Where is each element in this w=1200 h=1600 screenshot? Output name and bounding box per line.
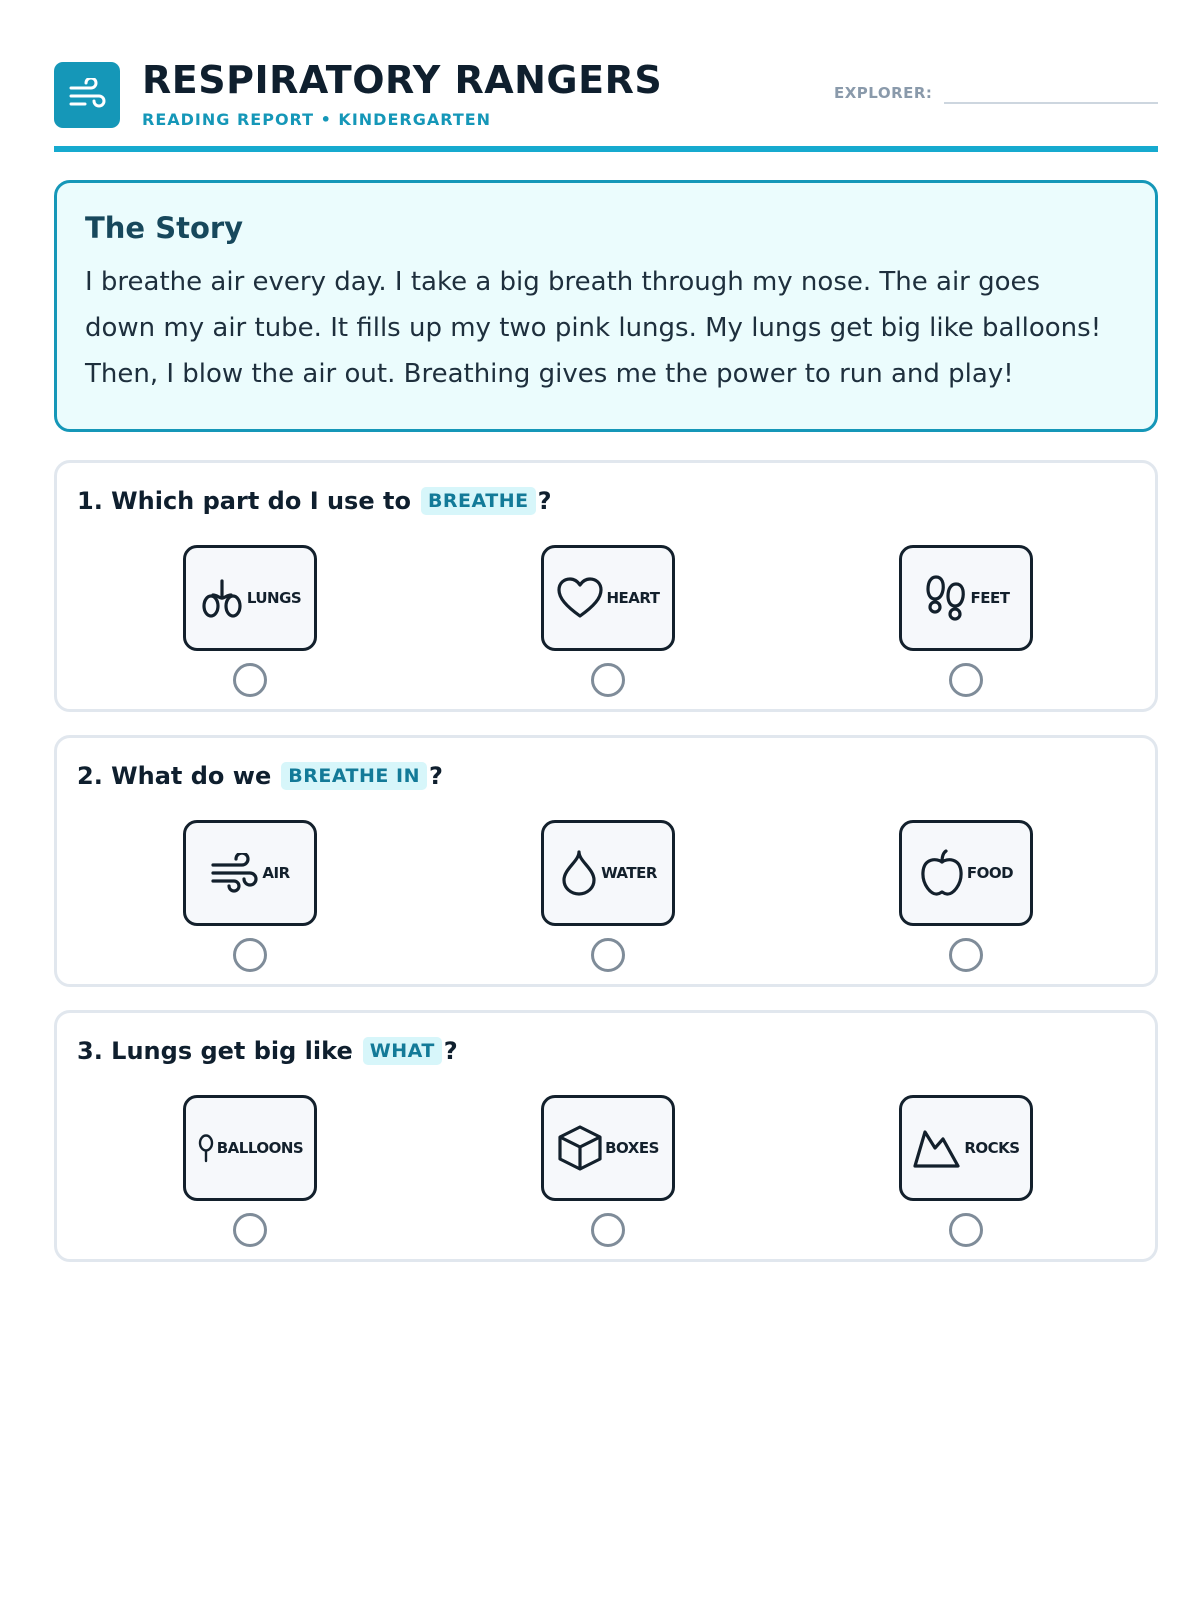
question-mark: ? bbox=[537, 487, 552, 515]
footprints-icon bbox=[923, 574, 969, 622]
option-label: LUNGS bbox=[246, 589, 302, 607]
balloon-icon bbox=[197, 1133, 215, 1163]
answer-radio[interactable] bbox=[233, 938, 267, 972]
question-text: 1. Which part do I use to bbox=[77, 487, 411, 515]
page-subtitle: READING REPORT • KINDERGARTEN bbox=[142, 110, 492, 129]
option-label: AIR bbox=[262, 864, 290, 882]
explorer-name-field[interactable] bbox=[944, 102, 1158, 104]
answer-radio[interactable] bbox=[233, 663, 267, 697]
box-icon bbox=[557, 1124, 603, 1172]
droplet-icon bbox=[559, 849, 599, 897]
answer-radio[interactable] bbox=[949, 1213, 983, 1247]
question-text: 2. What do we bbox=[77, 762, 272, 790]
option-label: FOOD bbox=[966, 864, 1014, 882]
option-rocks[interactable] bbox=[899, 1095, 1033, 1201]
option-label: HEART bbox=[606, 589, 660, 607]
answer-radio[interactable] bbox=[233, 1213, 267, 1247]
story-title: The Story bbox=[85, 211, 244, 245]
question-mark: ? bbox=[443, 1037, 458, 1065]
apple-icon bbox=[919, 848, 965, 898]
option-lungs[interactable] bbox=[183, 545, 317, 651]
question-prompt bbox=[77, 1037, 458, 1065]
lungs-icon bbox=[199, 578, 245, 618]
option-feet[interactable] bbox=[899, 545, 1033, 651]
header-divider bbox=[54, 146, 1158, 152]
answer-radio[interactable] bbox=[591, 663, 625, 697]
option-label: ROCKS bbox=[964, 1139, 1020, 1157]
option-heart[interactable] bbox=[541, 545, 675, 651]
question-prompt bbox=[77, 487, 552, 515]
keyword-badge: BREATHE bbox=[421, 487, 536, 515]
option-boxes[interactable] bbox=[541, 1095, 675, 1201]
option-food[interactable] bbox=[899, 820, 1033, 926]
story-text: I breathe air every day. I take a big breath through my nose. The air goes down my air tube. It fills up my two pink lungs. My lungs get big like balloons! Then, I blow the air out. Breathing gives me the power to run and play! bbox=[85, 267, 1102, 389]
answer-radio[interactable] bbox=[949, 663, 983, 697]
keyword-badge: BREATHE IN bbox=[281, 762, 427, 790]
wind-icon bbox=[210, 853, 260, 893]
answer-radio[interactable] bbox=[591, 938, 625, 972]
mountain-icon bbox=[912, 1127, 962, 1169]
option-water[interactable] bbox=[541, 820, 675, 926]
question-2 bbox=[54, 735, 1158, 987]
option-label: FEET bbox=[970, 589, 1010, 607]
story-box bbox=[54, 180, 1158, 432]
wind-icon bbox=[54, 62, 120, 128]
option-balloons[interactable] bbox=[183, 1095, 317, 1201]
answer-radio[interactable] bbox=[949, 938, 983, 972]
option-air[interactable] bbox=[183, 820, 317, 926]
option-label: BOXES bbox=[605, 1139, 659, 1157]
option-label: BALLOONS bbox=[216, 1139, 304, 1157]
explorer-label: EXPLORER: bbox=[834, 84, 933, 102]
question-3 bbox=[54, 1010, 1158, 1262]
option-label: WATER bbox=[601, 864, 657, 882]
question-prompt bbox=[77, 762, 443, 790]
keyword-badge: WHAT bbox=[363, 1037, 442, 1065]
question-text: 3. Lungs get big like bbox=[77, 1037, 353, 1065]
answer-radio[interactable] bbox=[591, 1213, 625, 1247]
page-title: RESPIRATORY RANGERS bbox=[142, 58, 663, 102]
heart-icon bbox=[556, 576, 604, 620]
question-mark: ? bbox=[428, 762, 443, 790]
header bbox=[54, 58, 1158, 154]
question-1 bbox=[54, 460, 1158, 712]
